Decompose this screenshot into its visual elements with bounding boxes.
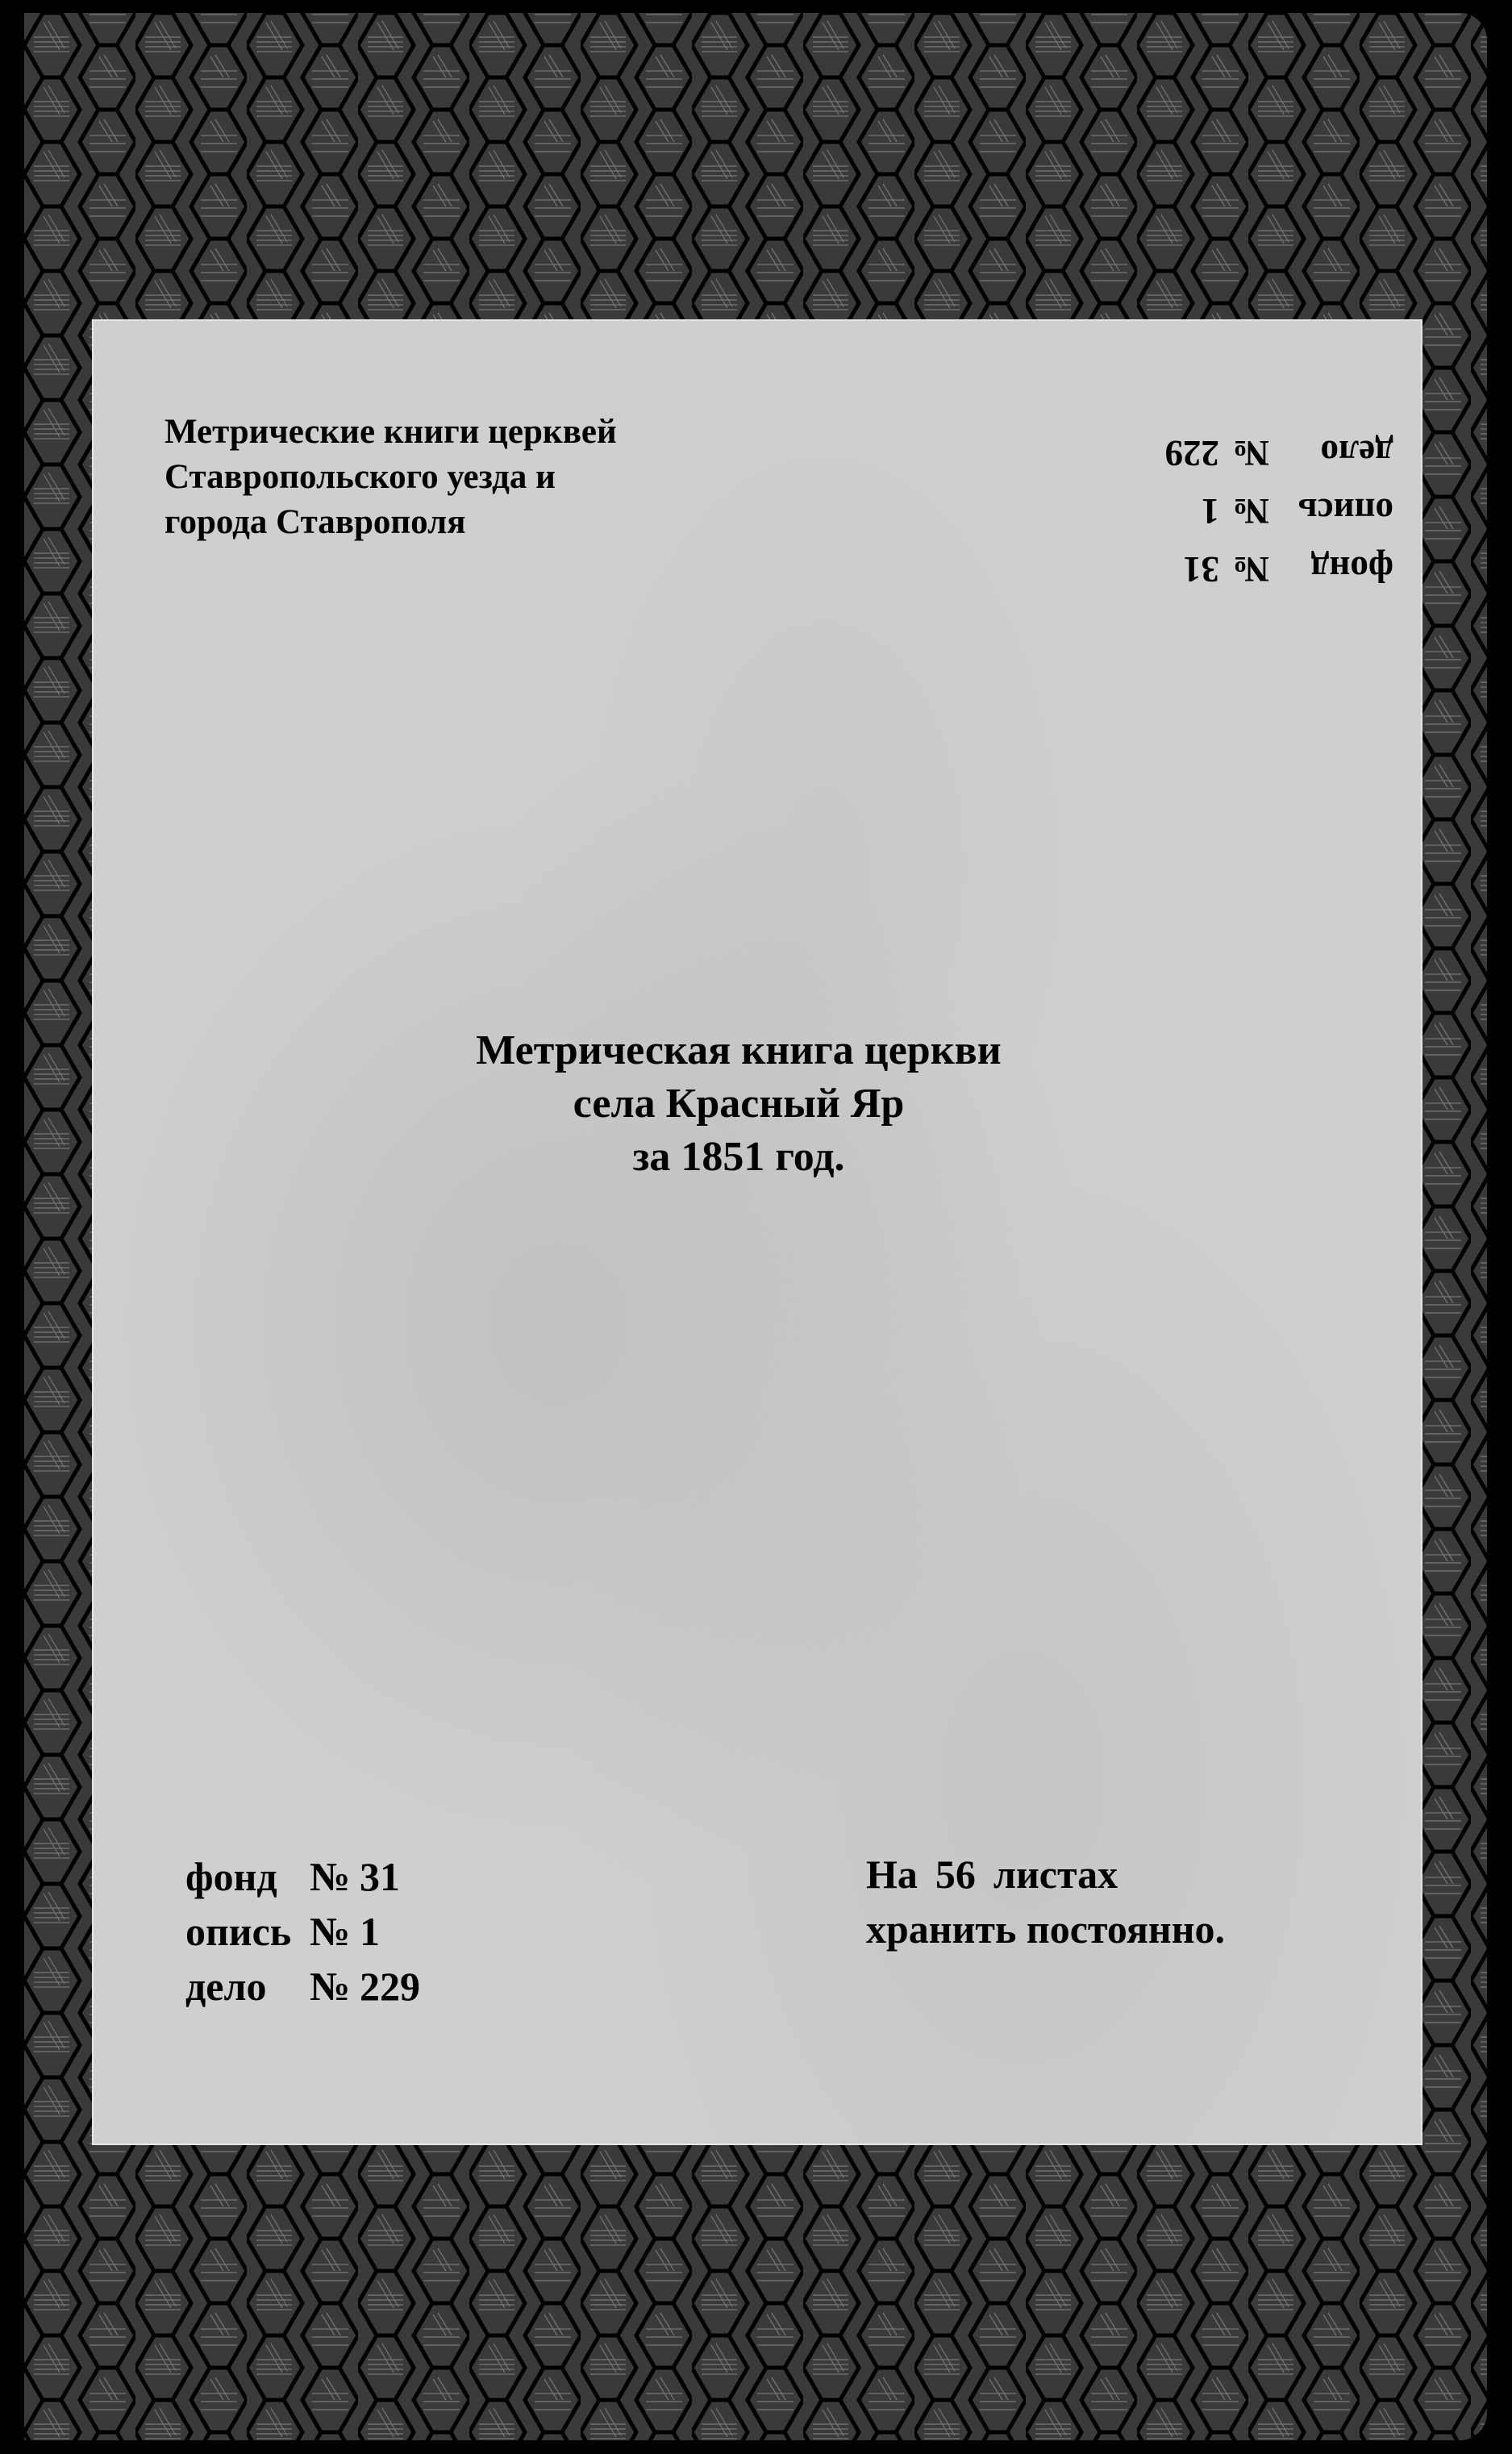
sheet-count-note bbox=[866, 1847, 1382, 1956]
document-title-line: Метрическая книга церкви bbox=[476, 1027, 1002, 1073]
stamp-row-fond bbox=[1160, 540, 1393, 598]
sheet-count-line bbox=[866, 1847, 1382, 1902]
document-title-line: за 1851 год. bbox=[632, 1134, 845, 1180]
reference-row-opis bbox=[185, 1904, 524, 1959]
paper-label bbox=[94, 321, 1421, 2144]
document-title-line: села Красный Яр bbox=[573, 1081, 905, 1127]
stamp-row-opis bbox=[1160, 482, 1393, 540]
sheet-count-value: 56 bbox=[935, 1852, 976, 1897]
archive-reference bbox=[185, 1849, 524, 2014]
retention-note: хранить постоянно. bbox=[866, 1906, 1226, 1952]
series-title-line: города Ставрополя bbox=[165, 503, 466, 541]
inverted-archive-stamp bbox=[1160, 424, 1393, 598]
series-title bbox=[165, 410, 729, 545]
reference-value: 229 bbox=[360, 1964, 420, 2009]
stamp-label: опись bbox=[1297, 491, 1393, 531]
stamp-value: 31 bbox=[1183, 549, 1219, 590]
stamp-row-delo bbox=[1160, 424, 1393, 482]
reference-label: фонд bbox=[185, 1854, 277, 1899]
number-sign: № bbox=[1232, 433, 1269, 473]
number-sign: № bbox=[310, 1909, 351, 1954]
document-title bbox=[335, 1024, 1142, 1184]
stamp-value: 1 bbox=[1201, 491, 1219, 531]
number-sign: № bbox=[1232, 491, 1269, 531]
number-sign: № bbox=[310, 1854, 351, 1899]
reference-value: 31 bbox=[360, 1854, 400, 1899]
reference-row-fond bbox=[185, 1849, 524, 1904]
reference-label: опись bbox=[185, 1909, 292, 1954]
reference-label: дело bbox=[185, 1964, 267, 2009]
number-sign: № bbox=[1232, 549, 1269, 590]
sheet-count-prefix: На bbox=[866, 1852, 918, 1897]
archive-file-cover bbox=[24, 13, 1487, 2440]
stamp-label: дело bbox=[1320, 433, 1393, 473]
sheet-count-unit: листах bbox=[993, 1852, 1118, 1897]
series-title-line: Метрические книги церквей bbox=[165, 413, 617, 451]
series-title-line: Ставропольского уезда и bbox=[165, 458, 556, 496]
reference-row-delo bbox=[185, 1959, 524, 2014]
stamp-label: фонд bbox=[1310, 549, 1393, 590]
reference-value: 1 bbox=[360, 1909, 380, 1954]
stamp-value: 229 bbox=[1164, 433, 1219, 473]
number-sign: № bbox=[310, 1964, 351, 2009]
